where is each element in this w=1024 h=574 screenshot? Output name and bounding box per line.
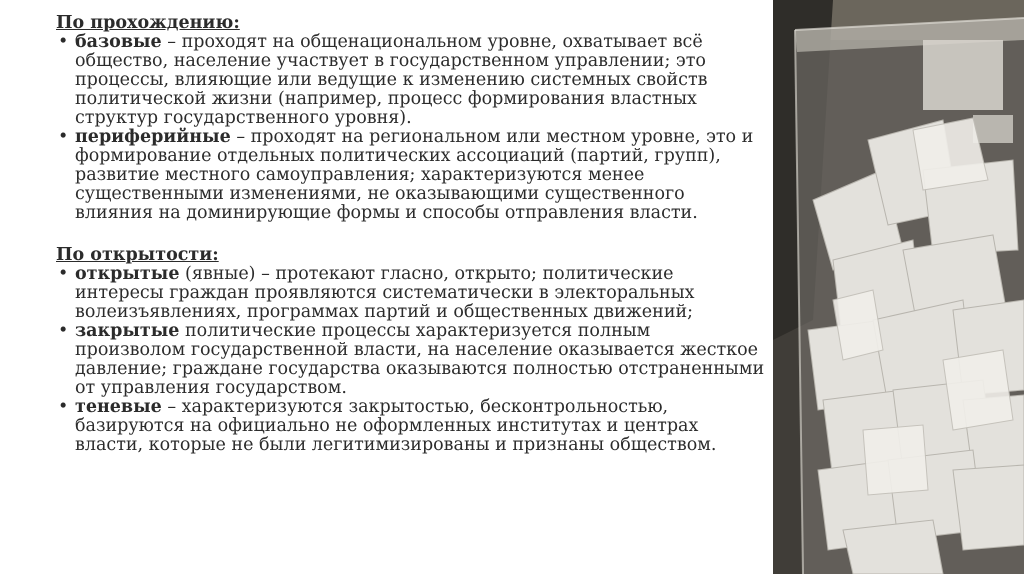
list-item-closed bbox=[56, 322, 766, 398]
passage-list bbox=[56, 33, 766, 223]
section-heading-openness: По открытости: bbox=[56, 245, 219, 265]
ballot-box-illustration bbox=[773, 0, 1024, 574]
definition-basic: – проходят на общенациональном уровне, охватывает всё общество, население участвует в государственном управлении; это процессы, влияющие или ведущие к изменению системных свойств политической жизни (например, процесс формирования властных структур государственного уровня). bbox=[75, 32, 708, 128]
term-closed: закрытые bbox=[75, 321, 180, 341]
ballot-box-photo bbox=[773, 0, 1024, 574]
section-heading-passage: По прохождению: bbox=[56, 13, 240, 33]
list-item-basic bbox=[56, 33, 766, 128]
bullet-icon: • bbox=[58, 397, 69, 417]
term-peripheral: периферийные bbox=[75, 127, 231, 147]
bullet-icon: • bbox=[58, 321, 69, 341]
bullet-icon: • bbox=[58, 127, 69, 147]
definition-shadow: – характеризуются закрытостью, бесконтрольностью, базируются на официально не оформленных институтах и центрах власти, которые не были легитимизированы и признаны обществом. bbox=[75, 397, 717, 455]
definition-peripheral: – проходят на региональном или местном уровне, это и формирование отдельных политических ассоциаций (партий, групп), развитие местного самоуправления; характеризуются менее существенными изменениями, не оказывающими существенного влияния на доминирующие формы и способы отправления власти. bbox=[75, 127, 754, 223]
definition-closed: политические процессы характеризуется полным произволом государственной власти, на население оказывается жесткое давление; граждане государства оказываются полностью отстраненными от управления государством. bbox=[75, 321, 765, 398]
bullet-icon: • bbox=[58, 264, 69, 284]
slide-text bbox=[56, 14, 766, 455]
term-shadow: теневые bbox=[75, 397, 162, 417]
term-basic: базовые bbox=[75, 32, 162, 52]
openness-list bbox=[56, 265, 766, 455]
bullet-icon: • bbox=[58, 32, 69, 52]
list-item-open bbox=[56, 265, 766, 322]
definition-open: (явные) – протекают гласно, открыто; политические интересы граждан проявляются систематически в электоральных волеизъявлениях, программах партий и общественных движений; bbox=[75, 264, 695, 322]
term-open: открытые bbox=[75, 264, 180, 284]
list-item-peripheral bbox=[56, 128, 766, 223]
list-item-shadow bbox=[56, 398, 766, 455]
